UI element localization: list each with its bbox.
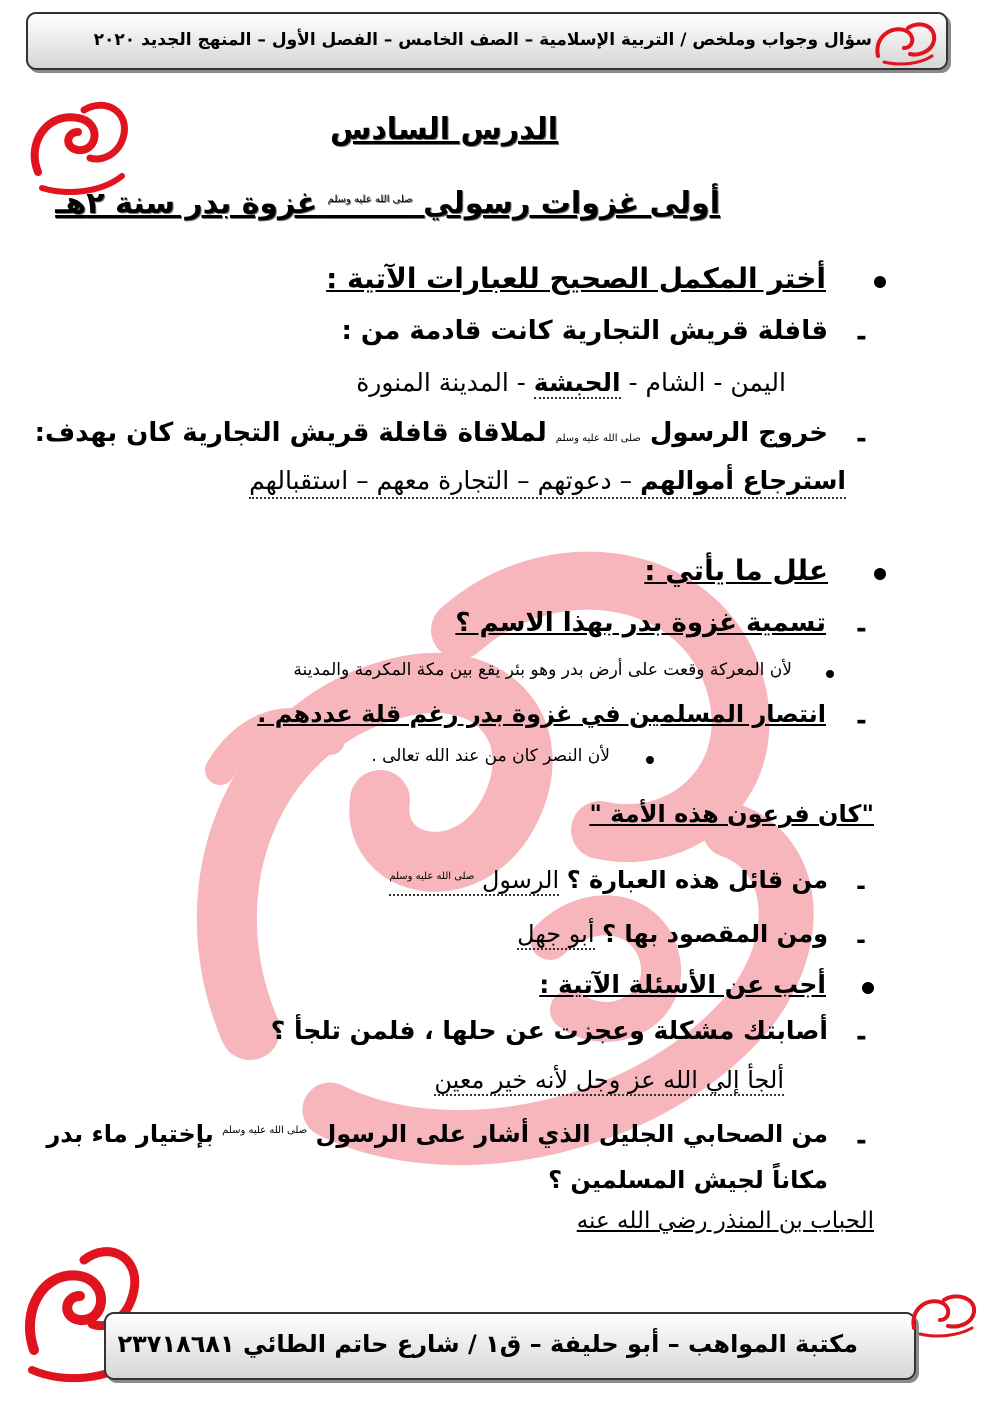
section4-q1-answer: ألجأ إلي الله عز وجل لأنه خير معين [434,1066,784,1094]
option-trade: التجارة معهم [376,466,510,495]
section4-q1-dash-icon: - [856,1022,867,1052]
section4-q2-question-line1: من الصحابي الجليل الذي أشار على الرسول $^{صلى الله عليه وسلم}$ بإختيار ماء بدر [46,1120,828,1148]
section4-q2-dash-icon: - [856,1126,867,1156]
section2-q2-dash-icon: - [856,706,867,736]
lesson-number: الدرس السادس [329,112,559,147]
section2-q1-question: تسمية غزوة بدر بهذا الاسم ؟ [455,608,826,638]
section2-q1-dash-icon: - [856,614,867,644]
section3-q2-answer: أبو جهل [517,920,595,948]
lesson-title-pbuh: صلى الله عليه وسلم [327,194,413,205]
section3-quote: "كان فرعون هذه الأمة " [589,800,874,828]
option-sham: الشام [645,368,706,397]
option-yemen: اليمن [730,368,786,397]
section1-bullet-icon [874,276,886,288]
section3-q1-question: من قائل هذه العبارة ؟ [566,866,828,894]
lesson-title [55,186,720,221]
section2-q1-answer: لأن المعركة وقعت على أرض بدر وهو بئر يقع بين مكة المكرمة والمدينة [293,660,792,680]
section1-q2-dash-icon: - [856,424,867,454]
lesson-title-part2: غزوة بدر سنة ٢هـ [55,186,318,221]
section2-heading: علل ما يأتي : [644,554,828,587]
section4-bullet-icon [862,982,874,994]
header-logo-icon [870,18,942,68]
section3-q1-answer: الرسول $^{صلى الله عليه وسلم}$ [389,866,560,894]
lesson-title-part1: أولى غزوات رسولي [423,186,720,221]
section4-q2-answer: الحباب بن المنذر رضي الله عنه [576,1208,874,1234]
section1-q2-options: استرجاع أموالهم – دعوتهم – التجارة معهم – استقبالهم [249,466,846,499]
option-habasha-correct: الحبشة [533,368,621,397]
section2-q1-answer-bullet-icon [826,670,834,678]
section2-bullet-icon [874,568,886,580]
section1-q1-question: قافلة قريش التجارية كانت قادمة من : [341,316,828,346]
option-madina: المدينة المنورة [356,368,509,397]
section3-q2 [517,920,828,948]
section2-q2-answer-bullet-icon [646,756,654,764]
section2-q2-answer: لأن النصر كان من عند الله تعالى . [371,746,610,766]
section1-heading: أختر المكمل الصحيح للعبارات الآتية : [326,262,826,295]
section1-q1-dash-icon: - [856,322,867,352]
footer-logo-icon [906,1290,982,1340]
section3-q2-dash-icon: - [856,926,866,954]
section4-heading: أجب عن الأسئلة الآتية : [539,970,826,999]
option-welcome: استقبالهم [249,466,349,495]
footer-text: مكتبة المواهب – أبو حليفة – ق١ / شارع حاتم الطائي ٢٣٧١٨٦٨١ [117,1330,858,1358]
option-retrieve-money-correct: استرجاع أموالهم [640,466,846,495]
header-text: سؤال وجواب وملخص / التربية الإسلامية – الصف الخامس – الفصل الأول – المنهج الجديد ٢٠٢٠ [93,30,872,50]
section1-q1-options: اليمن - الشام - الحبشة - المدينة المنورة [356,368,786,397]
section3-q1-dash-icon: - [856,872,866,900]
section3-q2-question: ومن المقصود بها ؟ [602,920,828,948]
section1-q2-question: خروج الرسول صلى الله عليه وسلم لملاقاة قافلة قريش التجارية كان بهدف: [34,418,828,448]
section2-q2-question: انتصار المسلمين في غزوة بدر رغم قلة عددهم . [257,700,826,728]
section4-q1-question: أصابتك مشكلة وعجزت عن حلها ، فلمن تلجأ ؟ [270,1016,828,1045]
section4-q2-question-line2: مكاناً لجيش المسلمين ؟ [548,1166,828,1194]
section3-q1 [389,866,828,894]
option-invite: دعوتهم [537,466,612,495]
